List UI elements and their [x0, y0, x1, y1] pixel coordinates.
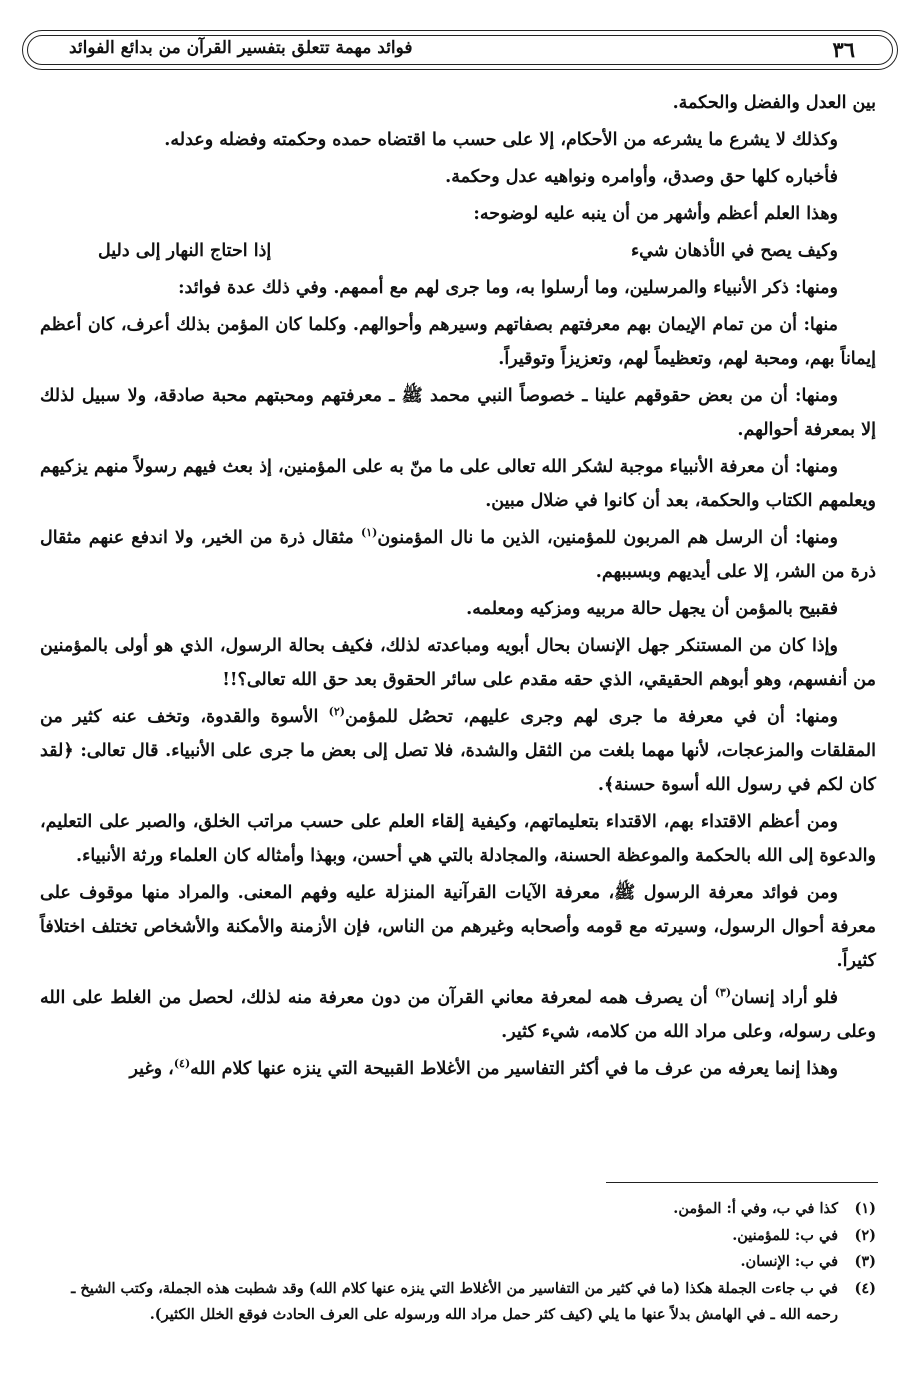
paragraph: بين العدل والفضل والحكمة. — [672, 93, 876, 113]
poetry-verse — [40, 234, 876, 268]
paragraph-text: ومنها: أن الرسل هم المربون للمؤمنين، الذين ما نال المؤمنون — [377, 528, 838, 548]
page-number: ٣٦ — [832, 37, 855, 62]
paragraph-text: ، وغير — [129, 1059, 174, 1079]
verse-first-hemistich: وكيف يصح في الأذهان شيء — [630, 241, 838, 261]
footnote-ref[interactable]: (١) — [360, 526, 378, 540]
footnote — [40, 1223, 876, 1250]
footnote-number: (٢) — [854, 1226, 876, 1244]
running-title: فوائد مهمة تتعلق بتفسير القرآن من بدائع الفوائد — [69, 38, 413, 58]
paragraph — [40, 1052, 876, 1086]
main-text — [40, 86, 876, 1089]
footnote-number: (٣) — [854, 1253, 876, 1270]
paragraph: فأخباره كلها حق وصدق، وأوامره ونواهيه عدل وحكمة. — [445, 167, 838, 187]
paragraph: منها: أن من تمام الإيمان بهم معرفتهم بصفاتهم وسيرهم وأحوالهم. وكلما كان المؤمن بذلك أعرف، كان أعظم إيماناً بهم، ومحبة لهم، وتعظيماً لهم، وتعزيزاً وتوقيراً. — [40, 315, 876, 369]
footnote-number: (١) — [854, 1200, 876, 1217]
paragraph-text: وهذا إنما يعرفه من عرف ما في أكثر التفاسير من الأغلاط القبيحة التي ينزه عنها كلام الله — [190, 1059, 838, 1079]
paragraph-text: الأسوة والقدوة، وتخف عنه كثير من المقلقات والمزعجات، لأنها مهما بلغت من الثقل والشدة، فلا تصل إلى بعض ما جرى على الأنبياء. قال تعالى: ﴿لقد كان لكم في رسول الله أسوة حسنة﴾. — [40, 707, 876, 795]
footnotes — [40, 1196, 876, 1329]
footnote-ref[interactable]: (٤) — [173, 1057, 191, 1071]
footnote-text: في ب: الإنسان. — [740, 1253, 838, 1270]
paragraph: فقبيح بالمؤمن أن يجهل حالة مربيه ومزكيه ومعلمه. — [466, 599, 838, 619]
footnote — [40, 1196, 876, 1223]
footnote-text: في ب جاءت الجملة هكذا (ما في كثير من التفاسير من الأغلاط التي ينزه عنها كلام الله) وقد شطبت هذه الجملة، وكتب الشيخ ـ — [71, 1279, 838, 1297]
paragraph: وكذلك لا يشرع ما يشرعه من الأحكام، إلا على حسب ما اقتضاه حمده وحكمته وفضله وعدله. — [164, 130, 838, 150]
footnote-ref[interactable]: (٣) — [714, 986, 732, 1000]
footnote-separator — [606, 1182, 878, 1183]
paragraph: ومنها: أن من بعض حقوقهم علينا ـ خصوصاً النبي محمد ﷺ ـ معرفتهم ومحبتهم محبة صادقة، ولا سبيل لذلك إلا بمعرفة أحوالهم. — [40, 386, 876, 440]
paragraph: ومن أعظم الاقتداء بهم، الاقتداء بتعليماتهم، وكيفية إلقاء العلم على حسب مراتب الخلق، والصبر على التعليم، والدعوة إلى الله بالحكمة والموعظة الحسنة، والمجادلة بالتي هي أحسن، وبهذا وأمثاله كان العلماء ورثة الأنبياء. — [40, 812, 876, 866]
paragraph-text: مثقال ذرة من الخير، ولا اندفع عنهم مثقال ذرة من الشر، إلا على أيديهم وبسببهم. — [40, 528, 876, 582]
footnote — [40, 1276, 876, 1303]
page-header — [22, 30, 898, 70]
footnote-continuation: رحمه الله ـ في الهامش بدلاً عنها ما يلي (كيف كثر حمل مراد الله ورسوله على العرف الحادث فوقع الخلل الكثير). — [149, 1306, 838, 1323]
paragraph-text: أن يصرف همه لمعرفة معاني القرآن من دون معرفة منه لذلك، لحصل من الغلط على الله وعلى رسوله، وعلى مراد الله من كلامه، شيء كثير. — [40, 988, 876, 1042]
footnote-number: (٤) — [854, 1279, 876, 1297]
paragraph: ومنها: ذكر الأنبياء والمرسلين، وما أرسلوا به، وما جرى لهم مع أممهم. وفي ذلك عدة فوائد: — [178, 278, 838, 298]
paragraph-text: ومنها: أن في معرفة ما جرى لهم وجرى عليهم، تحصُل للمؤمن — [345, 707, 838, 727]
paragraph: وهذا العلم أعظم وأشهر من أن ينبه عليه لوضوحه: — [473, 204, 838, 224]
paragraph — [40, 521, 876, 589]
paragraph — [40, 981, 876, 1049]
paragraph: ومنها: أن معرفة الأنبياء موجبة لشكر الله تعالى على ما منّ به على المؤمنين، إذ بعث فيهم رسولاً منهم يزكيهم ويعلمهم الكتاب والحكمة، بعد أن كانوا في ضلال مبين. — [40, 457, 876, 511]
verse-second-hemistich: إذا احتاج النهار إلى دليل — [98, 241, 272, 261]
footnote-ref[interactable]: (٢) — [328, 705, 345, 719]
footnote-text: في ب: للمؤمنين. — [732, 1226, 838, 1244]
footnote-text: كذا في ب، وفي أ: المؤمن. — [673, 1200, 838, 1217]
paragraph: ومن فوائد معرفة الرسول ﷺ، معرفة الآيات القرآنية المنزلة عليه وفهم المعنى. والمراد منها موقوف على معرفة أحوال الرسول، وسيرته مع قومه وأصحابه وغيرهم من الناس، فإن الأزمنة والأمكنة والأشخاص تختلف اختلافاً كثيراً. — [40, 883, 876, 971]
paragraph-text: فلو أراد إنسان — [731, 988, 838, 1008]
footnote — [40, 1249, 876, 1276]
paragraph: وإذا كان من المستنكر جهل الإنسان بحال أبويه ومباعدته لذلك، فكيف بحالة الرسول، الذي هو أولى بالمؤمنين من أنفسهم، وهو أبوهم الحقيقي، الذي حقه مقدم على سائر الحقوق بعد حق الله تعالى؟!! — [40, 636, 876, 690]
paragraph — [40, 700, 876, 802]
